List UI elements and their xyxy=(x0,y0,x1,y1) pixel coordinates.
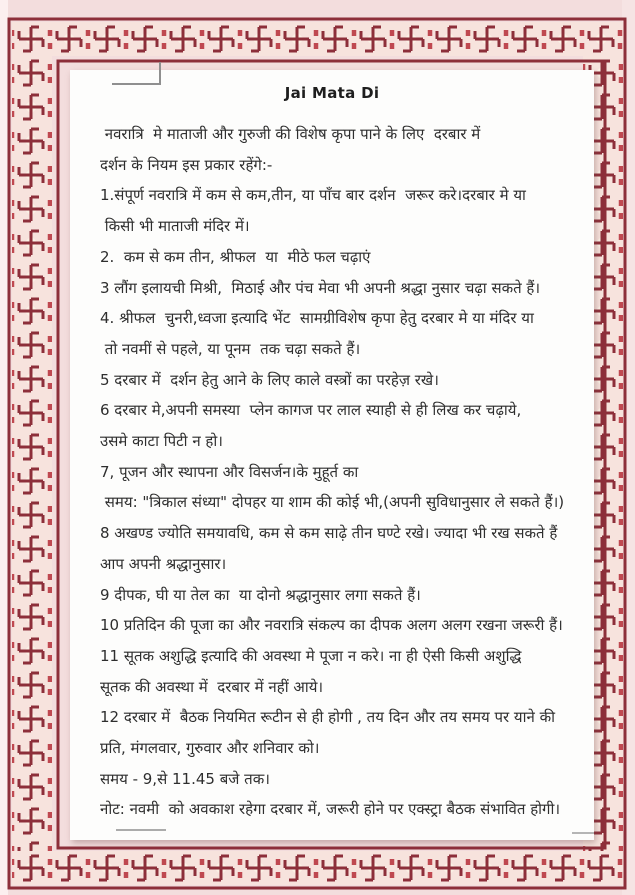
document-line: 2. कम से कम तीन, श्रीफल या मीठे फल चढ़ाएं xyxy=(100,247,371,266)
document-line: 6 दरबार मे,अपनी समस्या प्लेन कागज पर लाल स्याही से ही लिख कर चढ़ाये, xyxy=(100,401,522,420)
document-line: प्रति, मंगलवार, गुरुवार और शनिवार को। xyxy=(100,739,320,758)
document-line: 5 दरबार में दर्शन हेतु आने के लिए काले वस्त्रों का परहेज़ रखे। xyxy=(100,370,439,389)
document-line: 12 दरबार में बैठक नियमित रूटीन से ही होगी , तय दिन और तय समय पर याने की xyxy=(100,708,555,727)
document-line: नोट: नवमी को अवकाश रहेगा दरबार में, जरूरी होने पर एक्स्ट्रा बैठक संभावित होगी। xyxy=(100,800,561,819)
text-frame-mark-top-left xyxy=(108,60,166,90)
document-line: समय: "त्रिकाल संध्या" दोपहर या शाम की कोई भी,(अपनी सुविधानुसार ले सकते हैं।) xyxy=(100,493,565,512)
document-line: उसमे काटा पिटी न हो। xyxy=(100,432,223,451)
document-line: 3 लौंग इलायची मिश्री, मिठाई और पंच मेवा भी अपनी श्रद्धा नुसार चढ़ा सकते हैं। xyxy=(100,278,541,297)
document-line: दर्शन के नियम इस प्रकार रहेंगे:- xyxy=(100,155,273,174)
document-line: समय - 9,से 11.45 बजे तक। xyxy=(100,769,270,788)
document-line: 8 अखण्ड ज्योति समयावधि, कम से कम साढ़े तीन घण्टे रखे। ज्यादा भी रख सकते हैं xyxy=(100,524,558,543)
page-title: Jai Mata Di xyxy=(284,84,380,102)
document-line: 7, पूजन और स्थापना और विसर्जन।के मुहूर्त का xyxy=(100,462,359,481)
document-page xyxy=(70,70,594,840)
document-line: सूतक की अवस्था में दरबार में नहीं आये। xyxy=(100,677,324,696)
document-line: 1.संपूर्ण नवरात्रि में कम से कम,तीन, या पाँच बार दर्शन जरूर करे।दरबार मे या xyxy=(100,186,526,205)
document-line: किसी भी माताजी मंदिर में। xyxy=(100,217,250,236)
document-line: 9 दीपक, घी या तेल का या दोनो श्रद्धानुसार लगा सकते हैं। xyxy=(100,585,421,604)
text-frame-mark-bottom-left xyxy=(112,824,172,836)
document-line: नवरात्रि मे माताजी और गुरुजी की विशेष कृपा पाने के लिए दरबार में xyxy=(100,125,481,143)
document-line: 11 सूतक अशुद्धि इत्यादि की अवस्था मे पूजा न करे। ना ही ऐसी किसी अशुद्धि xyxy=(100,646,522,665)
document-lines xyxy=(70,119,594,825)
document-line: आप अपनी श्रद्धानुसार। xyxy=(100,554,227,573)
document-line: तो नवमीं से पहले, या पूनम तक चढ़ा सकते हैं। xyxy=(100,339,361,358)
document-line: 10 प्रतिदिन की पूजा का और नवरात्रि संकल्प का दीपक अलग अलग रखना जरूरी हैं। xyxy=(100,616,563,635)
document-line: 4. श्रीफल चुनरी,ध्वजा इत्यादि भेंट सामग्रीविशेष कृपा हेतु दरबार मे या मंदिर या xyxy=(100,309,534,328)
text-frame-mark-bottom-right xyxy=(570,828,598,840)
